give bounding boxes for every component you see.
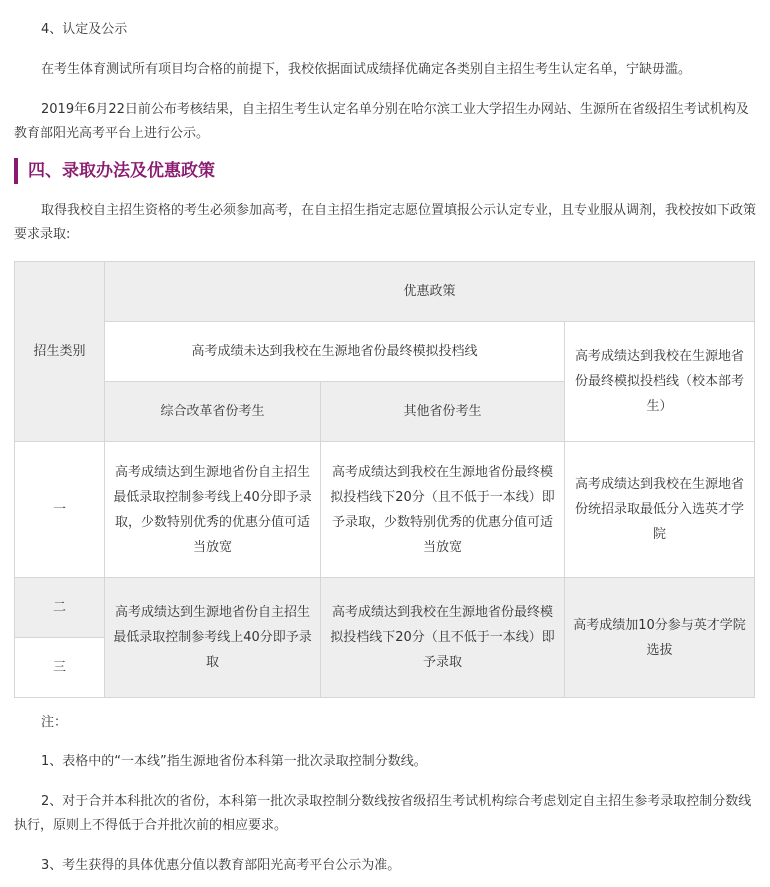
note-3: 3、考生获得的具体优惠分值以教育部阳光高考平台公示为准。 (41, 858, 401, 873)
section-heading: 四、录取办法及优惠政策 (14, 158, 215, 184)
row-other-policy: 高考成绩达到我校在生源地省份最终模拟投档线下20分（且不低于一本线）即予录取 (321, 578, 565, 698)
header-category: 招生类别 (15, 262, 105, 442)
note-1: 1、表格中的“一本线”指生源地省份本科第一批次录取控制分数线。 (41, 754, 427, 769)
row-reform-policy: 高考成绩达到生源地省份自主招生最低录取控制参考线上40分即予录取，少数特别优秀的优惠分值可适当放宽 (105, 442, 321, 578)
row-reform-policy: 高考成绩达到生源地省份自主招生最低录取控制参考线上40分即予录取 (105, 578, 321, 698)
row-category: 三 (15, 638, 105, 698)
header-below-line: 高考成绩未达到我校在生源地省份最终模拟投档线 (105, 322, 565, 382)
item4-paragraph-2: 2019年6月22日前公布考核结果，自主招生考生认定名单分别在哈尔滨工业大学招生办网站、生源所在省级招生考试机构及教育部阳光高考平台上进行公示。 (14, 102, 749, 141)
item4-paragraph-1: 在考生体育测试所有项目均合格的前提下，我校依据面试成绩择优确定各类别自主招生考生认定名单，宁缺毋滥。 (41, 62, 692, 77)
policy-table (14, 261, 755, 698)
row-category: 二 (15, 578, 105, 638)
item4-title: 4、认定及公示 (41, 22, 128, 37)
header-policy: 优惠政策 (105, 262, 755, 322)
header-reform-province: 综合改革省份考生 (105, 382, 321, 442)
header-reached-line: 高考成绩达到我校在生源地省份最终模拟投档线（校本部考生） (565, 322, 755, 442)
header-other-province: 其他省份考生 (321, 382, 565, 442)
note-2: 2、对于合并本科批次的省份，本科第一批次录取控制分数线按省级招生考试机构综合考虑划定自主招生参考录取控制分数线执行，原则上不得低于合并批次前的相应要求。 (14, 794, 752, 833)
row-category: 一 (15, 442, 105, 578)
row-reached-policy: 高考成绩达到我校在生源地省份统招录取最低分入选英才学院 (565, 442, 755, 578)
notes-title: 注： (41, 715, 68, 730)
intro-paragraph: 取得我校自主招生资格的考生必须参加高考，在自主招生指定志愿位置填报公示认定专业，且专业服从调剂，我校按如下政策要求录取: (14, 203, 757, 242)
row-other-policy: 高考成绩达到我校在生源地省份最终模拟投档线下20分（且不低于一本线）即予录取，少数特别优秀的优惠分值可适当放宽 (321, 442, 565, 578)
row-reached-policy: 高考成绩加10分参与英才学院选拔 (565, 578, 755, 698)
